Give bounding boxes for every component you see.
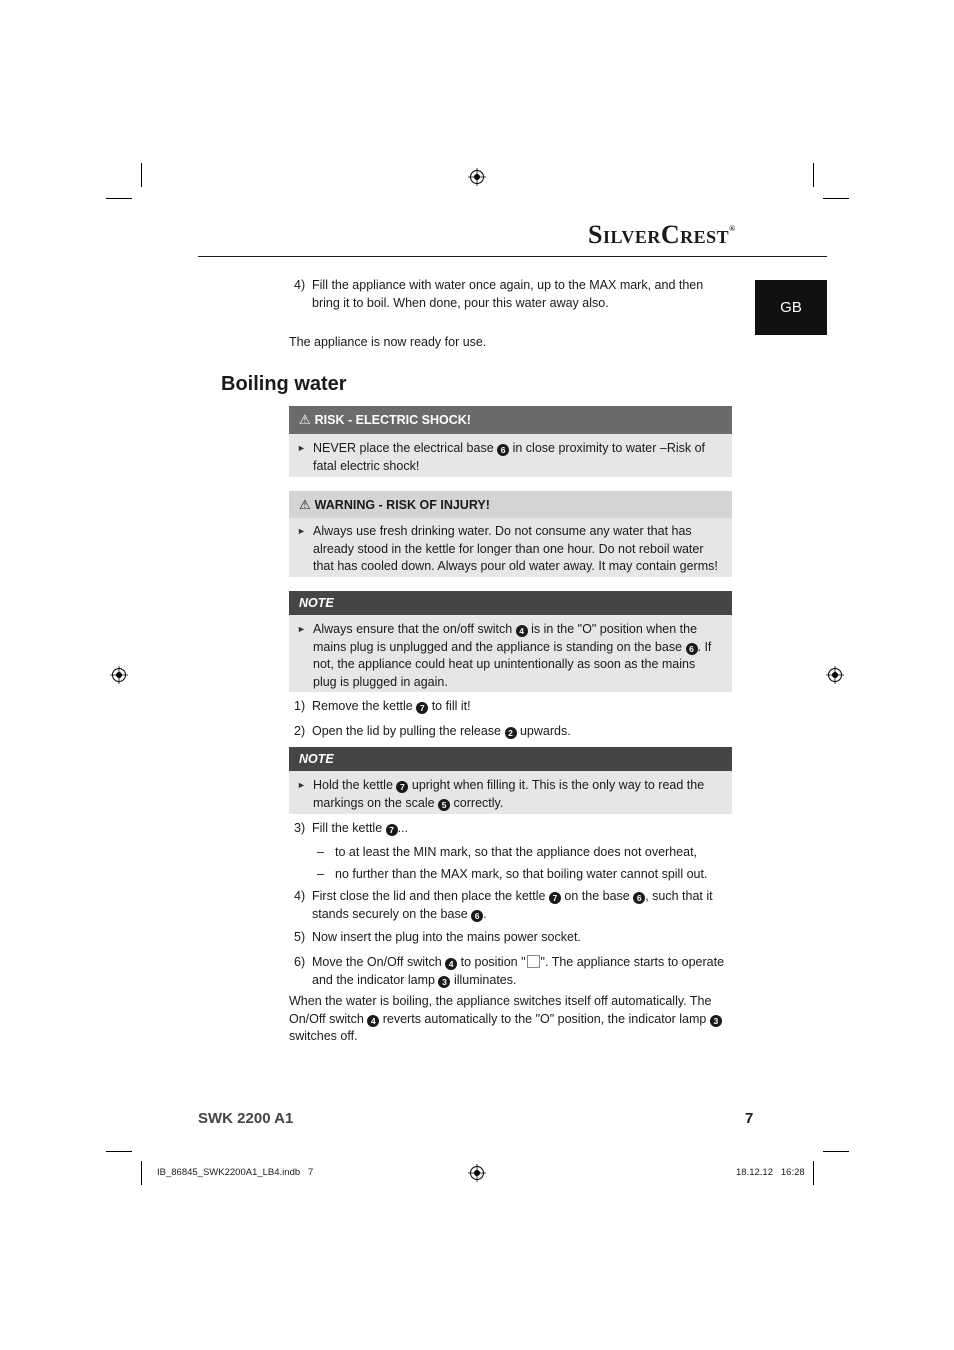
registration-mark-icon <box>826 666 844 684</box>
bullet-arrow-icon: ► <box>297 443 306 453</box>
brand-logo: SilverCrest® <box>588 220 736 249</box>
warning-triangle-icon: ⚠ <box>299 412 311 427</box>
print-slug-file: IB_86845_SWK2200A1_LB4.indb 7 <box>157 1167 314 1178</box>
reference-number: 3 <box>438 976 450 988</box>
reference-number: 6 <box>686 643 698 655</box>
page-number: 7 <box>745 1110 754 1127</box>
warning-heading: ⚠ WARNING - RISK OF INJURY! <box>289 491 732 518</box>
ready-text: The appliance is now ready for use. <box>289 335 487 349</box>
note-heading: NOTE <box>289 591 732 615</box>
reference-number: 6 <box>497 444 509 456</box>
reference-number: 3 <box>710 1015 722 1027</box>
header-rule <box>198 256 827 257</box>
note-box <box>289 747 732 814</box>
registration-mark-icon <box>468 168 486 186</box>
crop-mark <box>813 1161 814 1185</box>
switch-position-icon <box>527 955 540 968</box>
crop-mark <box>141 163 142 187</box>
dash-bullet: – <box>317 867 324 881</box>
note-body: ► Hold the kettle 7 upright when filling it. This is the only way to read the markings on the scale 5 correctly. <box>289 771 732 814</box>
closing-paragraph: When the water is boiling, the appliance switches itself off automatically. The On/Off switch 4 reverts automatically to the "O" position, the indicator lamp 3 switches off. <box>289 993 734 1046</box>
note-box <box>289 591 732 692</box>
risk-box <box>289 406 732 477</box>
warning-triangle-icon: ⚠ <box>299 496 311 512</box>
bullet-arrow-icon: ► <box>297 780 306 790</box>
reference-number: 7 <box>386 824 398 836</box>
reference-number: 7 <box>416 702 428 714</box>
model-number: SWK 2200 A1 <box>198 1110 294 1127</box>
registration-mark-icon <box>468 1164 486 1182</box>
reference-number: 7 <box>396 781 408 793</box>
reference-number: 2 <box>505 727 517 739</box>
dash-item: to at least the MIN mark, so that the appliance does not overheat, <box>335 845 698 859</box>
crop-mark <box>106 1151 132 1152</box>
bullet-arrow-icon: ► <box>297 624 306 634</box>
reference-number: 4 <box>445 958 457 970</box>
warning-body: ► Always use fresh drinking water. Do not consume any water that has already stood in the kettle for longer than one hour. Do not reboil water that has cooled down. Always pour old water away. It may contain germs! <box>289 518 732 577</box>
crop-mark <box>813 163 814 187</box>
crop-mark <box>141 1161 142 1185</box>
reference-number: 6 <box>471 910 483 922</box>
risk-body: ► NEVER place the electrical base 6 in close proximity to water –Risk of fatal electric shock! <box>289 434 732 477</box>
dash-bullet: – <box>317 845 324 859</box>
risk-heading: ⚠ RISK - ELECTRIC SHOCK! <box>289 406 732 434</box>
bullet-arrow-icon: ► <box>297 526 306 536</box>
reference-number: 4 <box>516 625 528 637</box>
print-slug-date: 18.12.12 16:28 <box>736 1167 805 1178</box>
section-title: Boiling water <box>221 373 347 395</box>
reference-number: 6 <box>633 892 645 904</box>
note-heading: NOTE <box>289 747 732 771</box>
reference-number: 5 <box>438 799 450 811</box>
dash-item: no further than the MAX mark, so that boiling water cannot spill out. <box>335 867 708 881</box>
crop-mark <box>823 1151 849 1152</box>
warning-box <box>289 491 732 577</box>
language-tab: GB <box>755 280 827 335</box>
registration-mark-icon <box>110 666 128 684</box>
crop-mark <box>823 198 849 199</box>
reference-number: 4 <box>367 1015 379 1027</box>
note-body: ► Always ensure that the on/off switch 4 is in the "O" position when the mains plug is unplugged and the appliance is standing on the base 6 . If not, the appliance could heat up unintentionally as soon as the mains plug is plugged in again. <box>289 615 732 692</box>
crop-mark <box>106 198 132 199</box>
reference-number: 7 <box>549 892 561 904</box>
